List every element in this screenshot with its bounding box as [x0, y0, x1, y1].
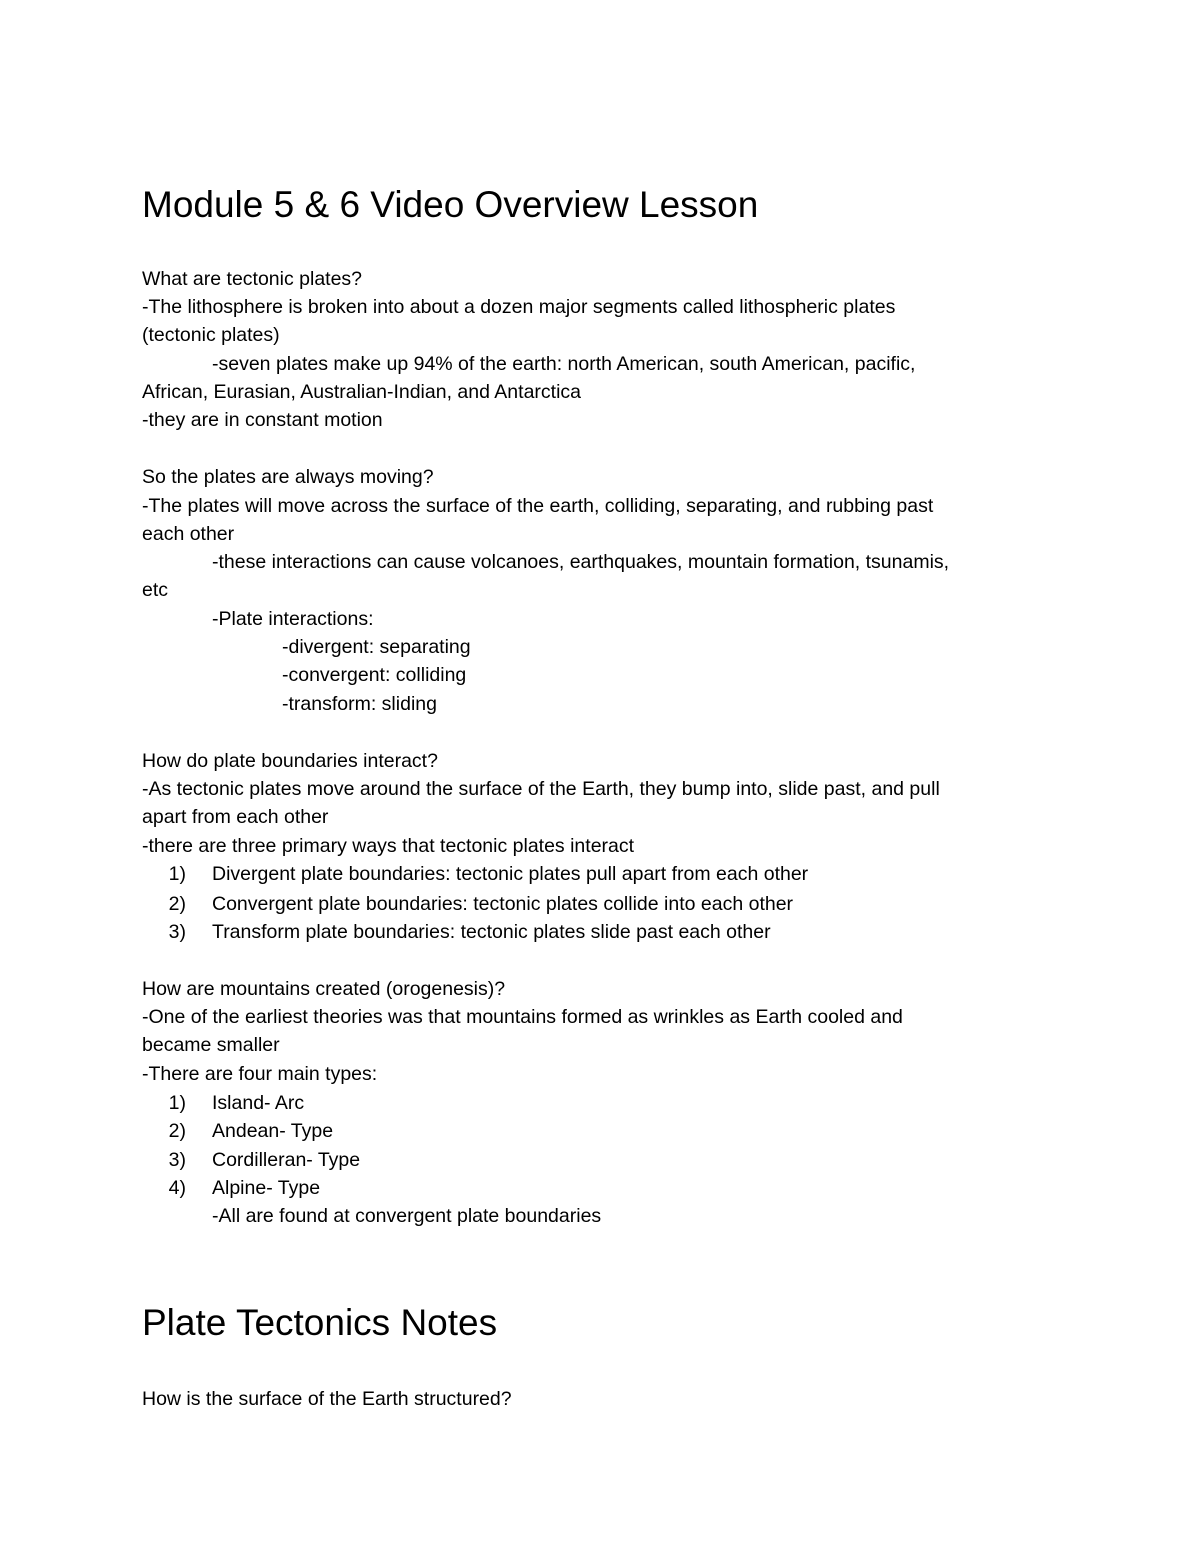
text-line: -there are three primary ways that tectonic plates interact	[142, 835, 635, 857]
section-question: What are tectonic plates?	[142, 268, 363, 290]
text-line: -seven plates make up 94% of the earth: north American, south American, pacific,	[212, 353, 916, 375]
text-line: each other	[142, 523, 235, 545]
list-item: Convergent plate boundaries: tectonic plates collide into each other	[212, 893, 794, 915]
text-line: apart from each other	[142, 806, 329, 828]
section-question: So the plates are always moving?	[142, 466, 434, 488]
list-item: Cordilleran- Type	[212, 1149, 361, 1171]
text-line: African, Eurasian, Australian-Indian, and Antarctica	[142, 381, 581, 403]
list-item: Divergent plate boundaries: tectonic plates pull apart from each other	[212, 863, 809, 885]
text-line: etc	[142, 579, 169, 601]
text-line: -The plates will move across the surface of the earth, colliding, separating, and rubbing past	[142, 495, 934, 517]
list-item: Transform plate boundaries: tectonic plates slide past each other	[212, 921, 771, 943]
text-line: -they are in constant motion	[142, 409, 383, 431]
page-title: Module 5 & 6 Video Overview Lesson	[142, 184, 759, 225]
text-line: -Plate interactions:	[212, 608, 374, 630]
text-line: -There are four main types:	[142, 1063, 378, 1085]
list-number: 1)	[168, 1092, 186, 1114]
text-line: -The lithosphere is broken into about a dozen major segments called lithospheric plates	[142, 296, 896, 318]
list-number: 2)	[168, 893, 186, 915]
list-number: 4)	[168, 1177, 186, 1199]
text-line: -All are found at convergent plate boundaries	[212, 1205, 602, 1227]
text-line: -One of the earliest theories was that mountains formed as wrinkles as Earth cooled and	[142, 1006, 903, 1028]
section-question: How are mountains created (orogenesis)?	[142, 978, 506, 1000]
list-item: Andean- Type	[212, 1120, 334, 1142]
list-item: Alpine- Type	[212, 1177, 321, 1199]
list-number: 3)	[168, 921, 186, 943]
section-title: Plate Tectonics Notes	[142, 1302, 498, 1343]
section-question: How do plate boundaries interact?	[142, 750, 438, 772]
text-line: became smaller	[142, 1034, 280, 1056]
text-line: -these interactions can cause volcanoes, earthquakes, mountain formation, tsunamis,	[212, 551, 950, 573]
list-number: 2)	[168, 1120, 186, 1142]
text-line: -As tectonic plates move around the surface of the Earth, they bump into, slide past, and pull	[142, 778, 940, 800]
section-question: How is the surface of the Earth structured?	[142, 1388, 512, 1410]
text-line: (tectonic plates)	[142, 324, 280, 346]
text-line: -divergent: separating	[282, 636, 471, 658]
list-number: 3)	[168, 1149, 186, 1171]
text-line: -convergent: colliding	[282, 664, 467, 686]
list-number: 1)	[168, 863, 186, 885]
list-item: Island- Arc	[212, 1092, 305, 1114]
text-line: -transform: sliding	[282, 693, 437, 715]
